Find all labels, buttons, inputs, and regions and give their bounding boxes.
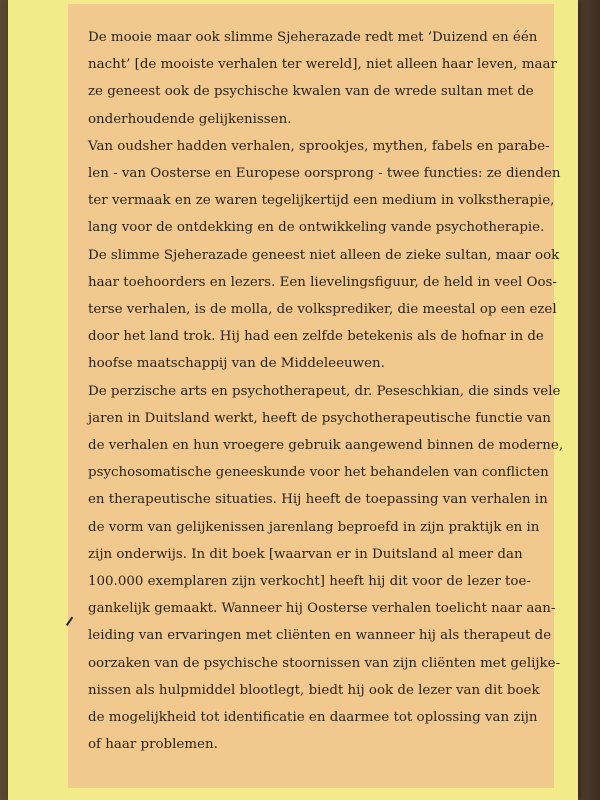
text-line: De slimme Sjeherazade geneest niet alleen de zieke sultan, maar ook bbox=[88, 247, 560, 263]
text-line: ter vermaak en ze waren tegelijkertijd een medium in volkstherapie, bbox=[88, 193, 555, 209]
blurb-paragraph-1 bbox=[88, 24, 557, 133]
text-line: De mooie maar ook slimme Sjeherazade redt met ‘Duizend en één bbox=[88, 30, 538, 45]
text-line: Van oudsher hadden verhalen, sprookjes, mythen, fabels en parabe- bbox=[88, 138, 550, 154]
text-line: de verhalen en hun vroegere gebruik aangewend binnen de moderne, bbox=[88, 438, 564, 454]
blurb-paragraph-2 bbox=[88, 133, 561, 242]
blurb-panel bbox=[68, 4, 564, 788]
text-line: zijn onderwijs. In dit boek [waarvan er in Duitsland al meer dan bbox=[88, 546, 523, 562]
text-line: onderhoudende gelijkenissen. bbox=[88, 111, 292, 127]
text-line: leiding van ervaringen met cliënten en wanneer hij als therapeut de bbox=[88, 628, 552, 644]
text-line: door het land trok. Hij had een zelfde betekenis als de hofnar in de bbox=[88, 329, 544, 345]
text-line: haar toehoorders en lezers. Een lievelingsfiguur, de held in veel Oos- bbox=[88, 274, 557, 290]
text-line: of haar problemen. bbox=[88, 737, 218, 753]
text-line: 100.000 exemplaren zijn verkocht] heeft hij dit voor de lezer toe- bbox=[88, 574, 531, 590]
text-line: oorzaken van de psychische stoornissen van zijn cliënten met gelijke- bbox=[88, 655, 561, 671]
text-line: nacht’ [de mooiste verhalen ter wereld], niet alleen haar leven, maar bbox=[88, 57, 557, 73]
text-line: gankelijk gemaakt. Wanneer hij Oosterse verhalen toelicht naar aan- bbox=[88, 601, 556, 617]
blurb-paragraph-3 bbox=[88, 242, 560, 378]
book-back-cover bbox=[8, 0, 578, 800]
text-line: en therapeutische situaties. Hij heeft de toepassing van verhalen in bbox=[88, 492, 548, 508]
text-line: nissen als hulpmiddel blootlegt, biedt hij ook de lezer van dit boek bbox=[88, 682, 540, 698]
text-line: De perzische arts en psychotherapeut, dr. Peseschkian, die sinds vele bbox=[88, 383, 561, 399]
text-line: jaren in Duitsland werkt, heeft de psychotherapeutische functie van bbox=[88, 410, 551, 426]
text-line: de vorm van gelijkenissen jarenlang beproefd in zijn praktijk en in bbox=[88, 519, 540, 535]
text-line: hoofse maatschappij van de Middeleeuwen. bbox=[88, 356, 385, 372]
text-line: de mogelijkheid tot identificatie en daarmee tot oplossing van zijn bbox=[88, 710, 538, 726]
blurb-paragraph-4 bbox=[88, 378, 564, 759]
text-line: len - van Oosterse en Europese oorsprong - twee functies: ze dienden bbox=[88, 166, 561, 182]
text-line: lang voor de ontdekking en de ontwikkeling vande psychotherapie. bbox=[88, 220, 545, 236]
text-line: psychosomatische geneeskunde voor het behandelen van conflicten bbox=[88, 465, 549, 481]
text-line: terse verhalen, is de molla, de volksprediker, die meestal op een ezel bbox=[88, 302, 557, 318]
text-line: ze geneest ook de psychische kwalen van de wrede sultan met de bbox=[88, 84, 534, 100]
